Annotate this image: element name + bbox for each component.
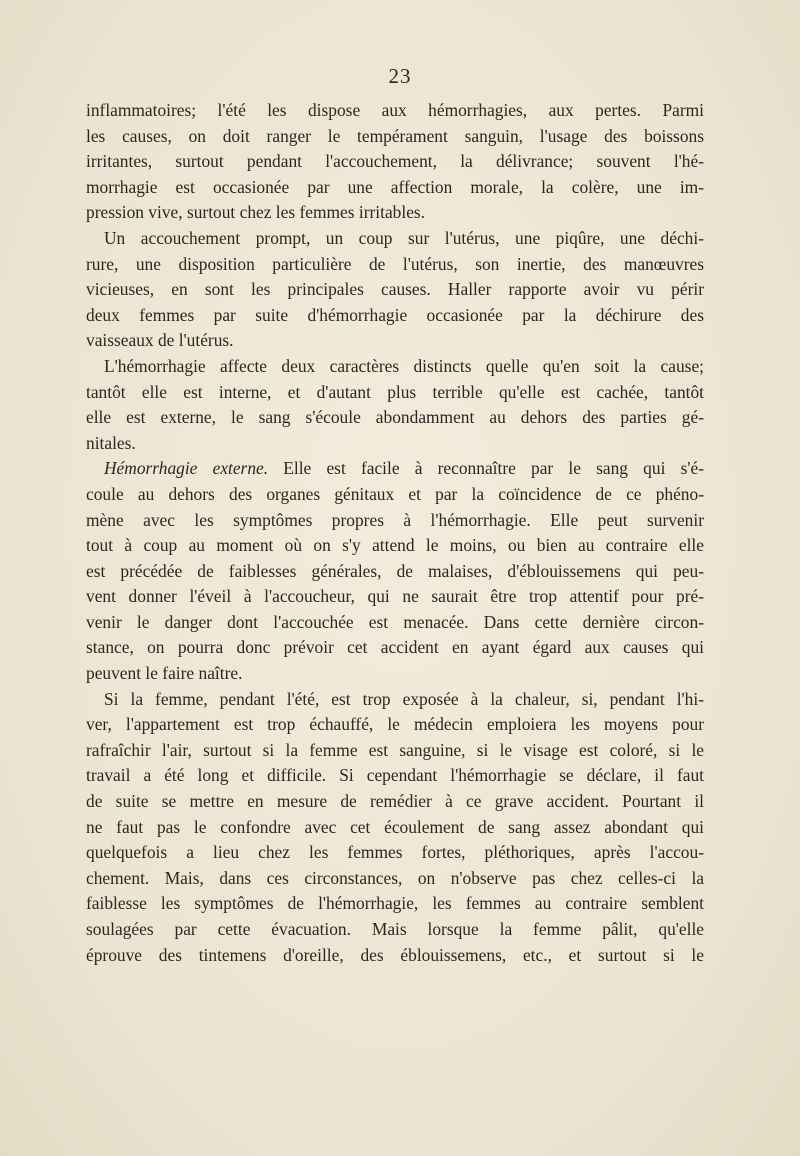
paragraph [86,98,704,226]
text-line [86,456,704,482]
text-line: deux femmes par suite d'hémorrhagie occasionée par la déchirure des [86,304,704,325]
text-line: Un accouchement prompt, un coup sur l'utérus, une piqûre, une déchi- [104,227,704,248]
text-line: rure, une disposition particulière de l'utérus, son inertie, des manœuvres [86,253,704,274]
text-line: chement. Mais, dans ces circonstances, on n'observe pas chez celles-ci la [86,867,704,888]
text-line: irritantes, surtout pendant l'accouchement, la délivrance; souvent l'hé- [86,151,704,172]
text-line: stance, on pourra donc prévoir cet accident en ayant égard aux causes qui [86,637,704,658]
text-line: ver, l'appartement est trop échauffé, le médecin emploiera les moyens pour [86,714,704,735]
text-line: soulagées par cette évacuation. Mais lorsque la femme pâlit, qu'elle [86,919,704,939]
text-fragment: Elle est facile à reconnaître par le sang qui s'é- [268,458,704,479]
text-line: tantôt elle est interne, et d'autant plus terrible qu'elle est cachée, tantôt [86,381,704,402]
text-line: de suite se mettre en mesure de remédier à ce grave accident. Pourtant il [86,791,704,812]
text-line: L'hémorrhagie affecte deux caractères distincts quelle qu'en soit la cause; [104,355,704,376]
page-number: 23 [388,64,412,88]
text-line: vaisseaux de l'utérus. [86,330,234,351]
text-line: morrhagie est occasionée par une affection morale, la colère, une im- [86,176,704,197]
text-line: éprouve des tintemens d'oreille, des éblouissemens, etc., et surtout si le [86,944,704,965]
text-line: ne faut pas le confondre avec cet écoulement de sang assez abondant qui [86,816,704,837]
text-line: est précédée de faiblesses générales, de malaises, d'éblouissemens qui peu- [86,560,704,581]
text-line: venir le danger dont l'accouchée est menacée. Dans cette dernière circon- [86,611,704,632]
text-line: rafraîchir l'air, surtout si la femme est sanguine, si le visage est coloré, si le [86,739,704,760]
text-line: les causes, on doit ranger le tempérament sanguin, l'usage des boissons [86,125,704,146]
text-line: Si la femme, pendant l'été, est trop exposée à la chaleur, si, pendant l'hi- [104,688,704,709]
text-line: peuvent le faire naître. [86,663,243,684]
text-line: travail a été long et difficile. Si cependant l'hémorrhagie se déclare, il faut [86,765,704,786]
paragraph [86,456,704,686]
text-line: quelquefois a lieu chez les femmes fortes, pléthoriques, après l'accou- [86,842,704,863]
text-line: elle est externe, le sang s'écoule abondamment au dehors des parties gé- [86,407,704,428]
text-line: faiblesse les symptômes de l'hémorrhagie, les femmes au contraire semblent [86,893,704,914]
text-line: nitales. [86,432,136,453]
paragraph [86,354,704,456]
text-line: coule au dehors des organes génitaux et par la coïncidence de ce phéno- [86,483,704,504]
text-line: tout à coup au moment où on s'y attend le moins, ou bien au contraire elle [86,535,704,556]
text-line: inflammatoires; l'été les dispose aux hémorrhagies, aux pertes. Parmi [86,100,704,120]
text-line: vent donner l'éveil à l'accoucheur, qui ne saurait être trop attentif pour pré- [86,586,704,607]
paragraph [86,226,704,354]
section-heading: Hémorrhagie externe. [104,458,269,479]
text-line: mène avec les symptômes propres à l'hémorrhagie. Elle peut survenir [86,509,704,530]
body-text [86,98,704,968]
text-line: vicieuses, en sont les principales causes. Haller rapporte avoir vu périr [86,279,704,300]
paragraph [86,687,704,969]
text-line: pression vive, surtout chez les femmes irritables. [86,202,426,223]
